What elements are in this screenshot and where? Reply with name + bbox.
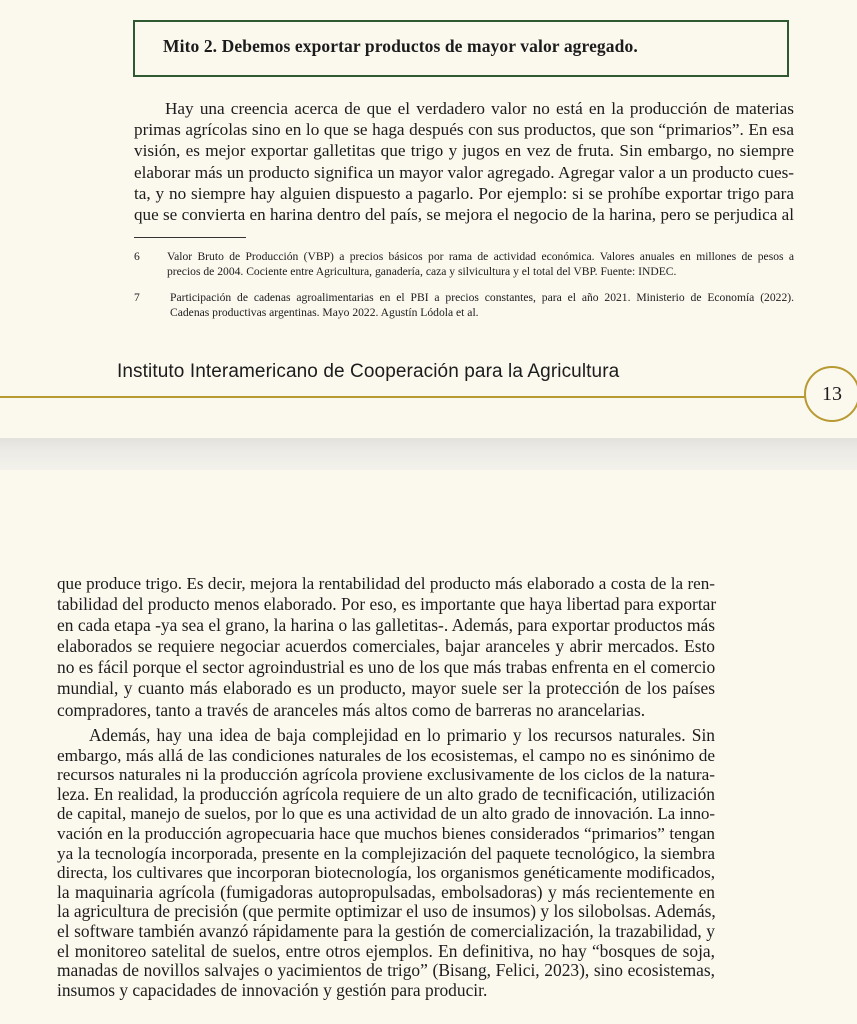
paragraph-line: insumos y capacidades de innovación y gestión para producir. [57, 979, 488, 1000]
footnote-line: Valor Bruto de Producción (VBP) a precios básicos por rama de actividad económica. Valores anuales en millones de pesos a [167, 250, 794, 263]
paragraph-line: en cada etapa -ya sea el grano, la harina o las galletitas-. Además, para exportar productos más [57, 615, 715, 636]
paragraph-line: la agricultura de precisión (que permite optimizar el uso de insumos) y los silobolsas. Además, [57, 901, 716, 922]
page-13 [0, 0, 857, 438]
paragraph-line: Además, hay una idea de baja complejidad en lo primario y los recursos naturales. Sin [89, 725, 715, 745]
footnote-number: 7 [134, 291, 140, 304]
footnote-divider [134, 237, 246, 238]
page-number-badge [804, 366, 857, 422]
paragraph-1 [134, 98, 794, 225]
footnote-7 [134, 290, 794, 320]
paragraph-line: embargo, más allá de las condiciones naturales de los ecosistemas, el campo no es sinónimo de [57, 745, 715, 765]
paragraph-line: elaborados se requiere negociar acuerdos comerciales, bajar aranceles y abrir mercados. Esto [57, 636, 715, 657]
footnote-line: Participación de cadenas agroalimentarias en el PBI a precios constantes, para el año 2021. Ministerio de Economía (2022). [170, 291, 794, 304]
page-number: 13 [822, 382, 842, 405]
paragraph-line: elaborar más un producto significa un mayor valor agregado. Agregar valor a un producto cues- [134, 162, 794, 182]
paragraph-line: el monitoreo satelital de suelos, entre otros ejemplos. En definitiva, no hay “bosques de soja, [57, 940, 715, 961]
paragraph-line: ya la tecnología incorporada, presente en la complejización del paquete tecnológico, la siembra [57, 843, 715, 863]
paragraph-line: el software también avanzó rápidamente para la gestión de comercialización, la trazabilidad, y [57, 920, 715, 941]
paragraph-2 [57, 573, 715, 721]
paragraph-line: Hay una creencia acerca de que el verdadero valor no está en la producción de materias [165, 99, 794, 118]
page-14 [0, 470, 857, 1024]
paragraph-line: que se convierta en harina dentro del país, se mejora el negocio de la harina, pero se perjudica al [134, 205, 794, 225]
myth-title: Mito 2. Debemos exportar productos de mayor valor agregado. [163, 36, 638, 56]
paragraph-line: de capital, manejo de suelos, por lo que es una actividad de un alto grado de innovación. La inno- [57, 804, 715, 824]
paragraph-line: visión, es mejor exportar galletitas que trigo y jugos en vez de fruta. Sin embargo, no siempre [134, 141, 794, 161]
institute-name: Instituto Interamericano de Cooperación para la Agricultura [117, 361, 620, 382]
paragraph-3 [57, 726, 715, 1000]
paragraph-line: vación en la producción agropecuaria hace que muchos bienes considerados “primarios” tengan [57, 823, 715, 843]
footnote-line: precios de 2004. Cociente entre Agricultura, ganadería, caza y silvicultura y el total del VBP. Fuente: INDEC. [167, 265, 677, 278]
footnote-line: Cadenas productivas argentinas. Mayo 2022. Agustín Lódola et al. [170, 306, 479, 319]
paragraph-line: leza. En realidad, la producción agrícola requiere de un alto grado de tecnificación, utilización [57, 783, 715, 804]
paragraph-line: directa, los cultivares que incorporan biotecnología, los organismos genéticamente modificados, [57, 863, 715, 883]
footnote-number: 6 [134, 250, 140, 263]
footer-rule [0, 396, 806, 398]
page-gap [0, 438, 857, 470]
paragraph-line: que produce trigo. Es decir, mejora la rentabilidad del producto más elaborado a costa de la ren- [57, 574, 715, 593]
paragraph-line: primas agrícolas sino en lo que se haga después con sus productos, que son “primarios”. En esa [134, 120, 794, 140]
myth-box [133, 20, 789, 77]
paragraph-line: recursos naturales ni la producción agrícola proviene exclusivamente de los ciclos de la natura- [57, 765, 715, 785]
paragraph-line: la maquinaria agrícola (fumigadoras autopropulsadas, embolsadoras) y más recientemente en [57, 881, 715, 902]
paragraph-line: mundial, y cuanto más elaborado es un producto, mayor suele ser la protección de los países [57, 678, 715, 699]
paragraph-line: ta, y no siempre hay alguien dispuesto a pagarlo. Por ejemplo: si se prohíbe exportar trigo para [134, 183, 794, 203]
paragraph-line: compradores, tanto a través de aranceles más altos como de barreras no arancelarias. [57, 699, 646, 720]
paragraph-line: manadas de novillos salvajes o yacimientos de trigo” (Bisang, Felici, 2023), sino ecosistemas, [57, 960, 715, 981]
paragraph-line: tabilidad del producto menos elaborado. Por eso, es importante que haya libertad para exportar [57, 594, 717, 615]
paragraph-line: no es fácil porque el sector agroindustrial es uno de los que más trabas enfrenta en el comercio [57, 657, 716, 678]
footnote-6 [134, 249, 794, 279]
